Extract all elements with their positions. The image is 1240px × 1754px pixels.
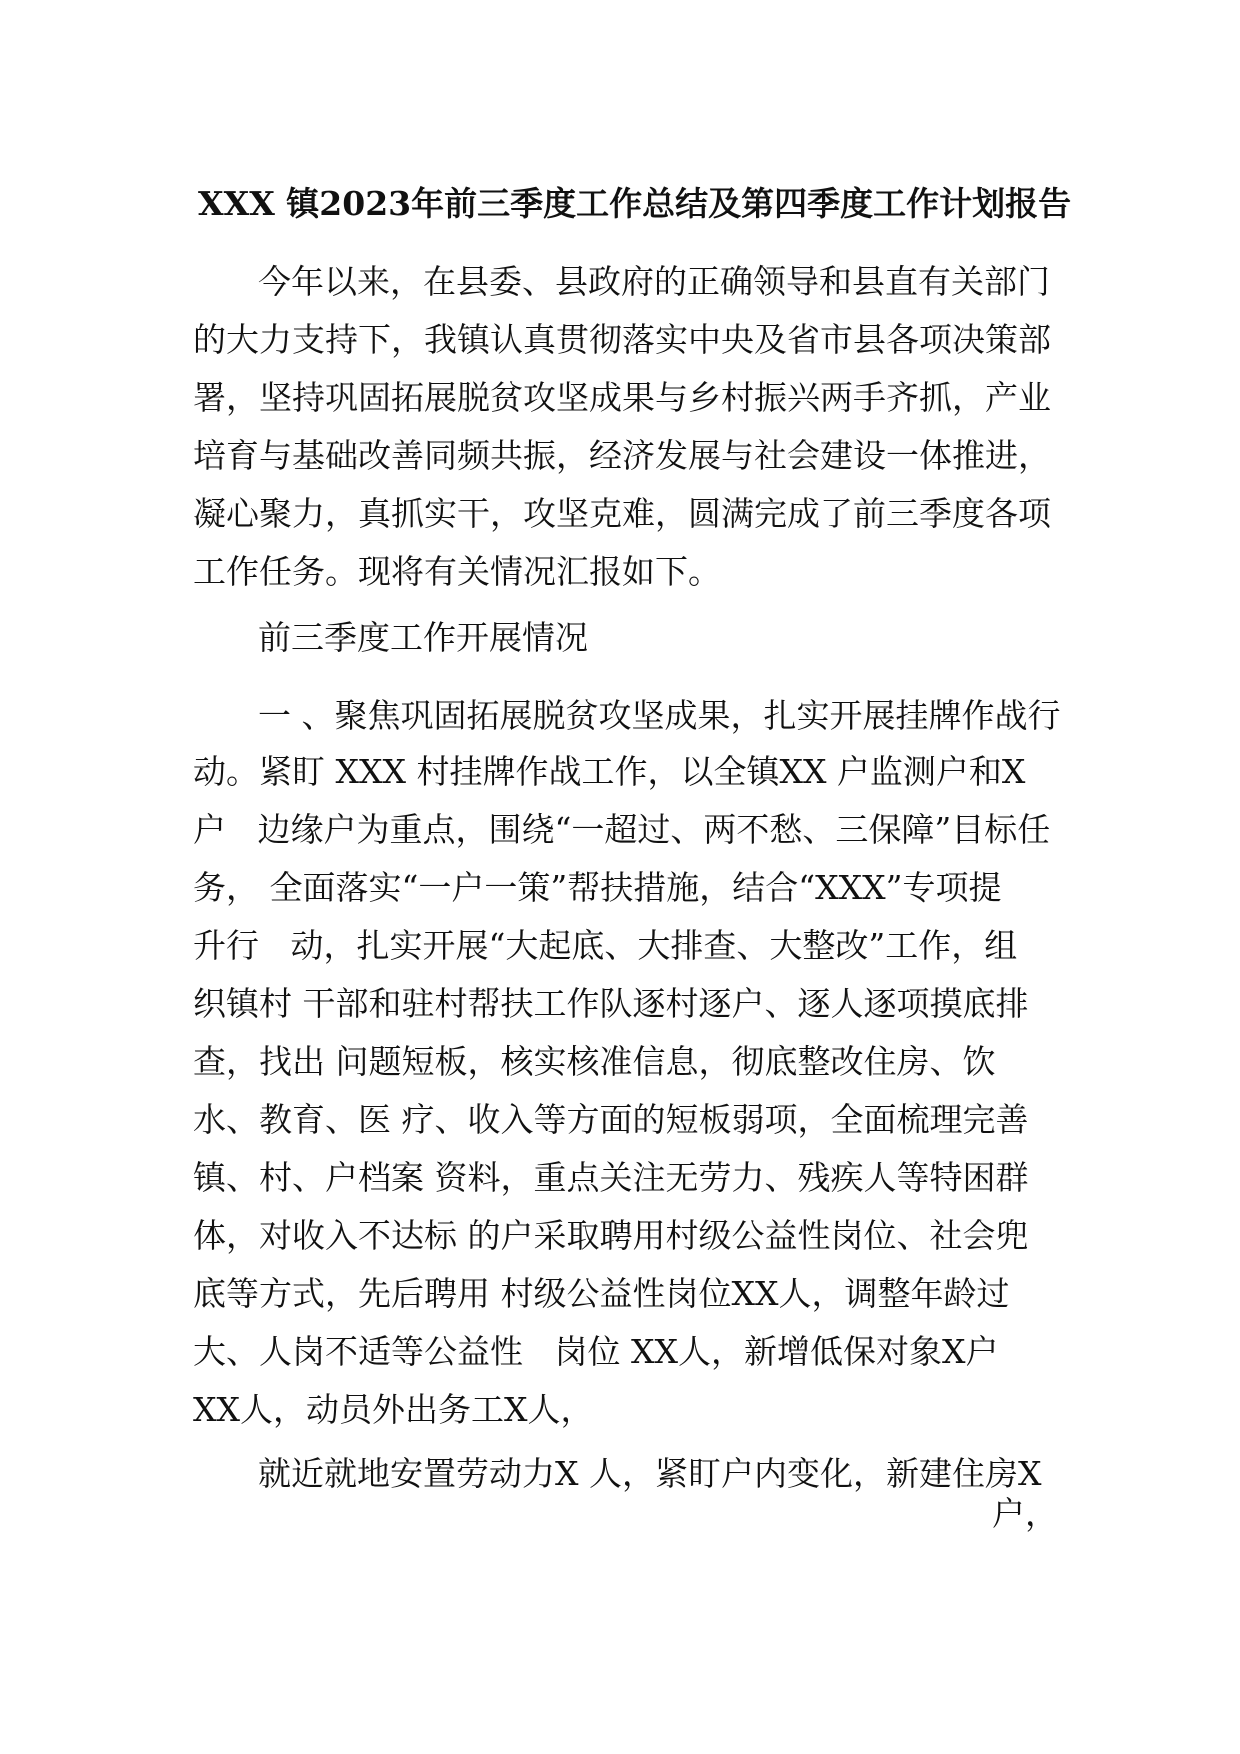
document-title: XXX 镇2023年前三季度工作总结及第四季度工作计划报告 <box>198 184 1072 223</box>
paragraph-line: 水、教育、医 疗、收入等方面的短板弱项，全面梳理完善 <box>193 1100 1029 1139</box>
paragraph-line: 培育与基础改善同频共振，经济发展与社会建设一体推进， <box>193 436 1051 475</box>
paragraph-line: 查，找出 问题短板，核实核准信息，彻底整改住房、饮 <box>193 1042 996 1081</box>
paragraph-line: 镇、村、户档案 资料，重点关注无劳力、残疾人等特困群 <box>193 1158 1029 1197</box>
section-heading: 前三季度工作开展情况 <box>258 618 588 657</box>
paragraph-line: XX人，动员外出务工X人， <box>193 1390 594 1429</box>
paragraph-line: 大、人岗不适等公益性 岗位 XX人，新增低保对象X户 <box>193 1332 999 1371</box>
paragraph-line-tail: 户， <box>992 1494 1058 1533</box>
paragraph-line: 户 边缘户为重点，围绕“一超过、两不愁、三保障”目标任 <box>193 810 1051 849</box>
paragraph-line: 凝心聚力，真抓实干，攻坚克难，圆满完成了前三季度各项 <box>193 494 1051 533</box>
paragraph-line: 一 、聚焦巩固拓展脱贫攻坚成果，扎实开展挂牌作战行 <box>258 696 1061 735</box>
paragraph-line: 体，对收入不达标 的户采取聘用村级公益性岗位、社会兜 <box>193 1216 1029 1255</box>
paragraph-line: 升行 动，扎实开展“大起底、大排查、大整改”工作，组 <box>193 926 1018 965</box>
paragraph-line: 就近就地安置劳动力X 人，紧盯户内变化，新建住房X <box>258 1454 1042 1493</box>
paragraph-line: 今年以来，在县委、县政府的正确领导和县直有关部门 <box>258 262 1050 301</box>
paragraph-line: 织镇村 干部和驻村帮扶工作队逐村逐户、逐人逐项摸底排 <box>193 984 1029 1023</box>
paragraph-line: 署，坚持巩固拓展脱贫攻坚成果与乡村振兴两手齐抓，产业 <box>193 378 1051 417</box>
paragraph-line: 的大力支持下，我镇认真贯彻落实中央及省市县各项决策部 <box>193 320 1051 359</box>
paragraph-line: 底等方式，先后聘用 村级公益性岗位XX人，调整年龄过 <box>193 1274 1010 1313</box>
paragraph-line: 动。紧盯 XXX 村挂牌作战工作，以全镇XX 户监测户和X <box>193 752 1026 791</box>
paragraph-line: 工作任务。现将有关情况汇报如下。 <box>193 552 721 591</box>
paragraph-line: 务， 全面落实“一户一策”帮扶措施，结合“XXX”专项提 <box>193 868 1002 907</box>
